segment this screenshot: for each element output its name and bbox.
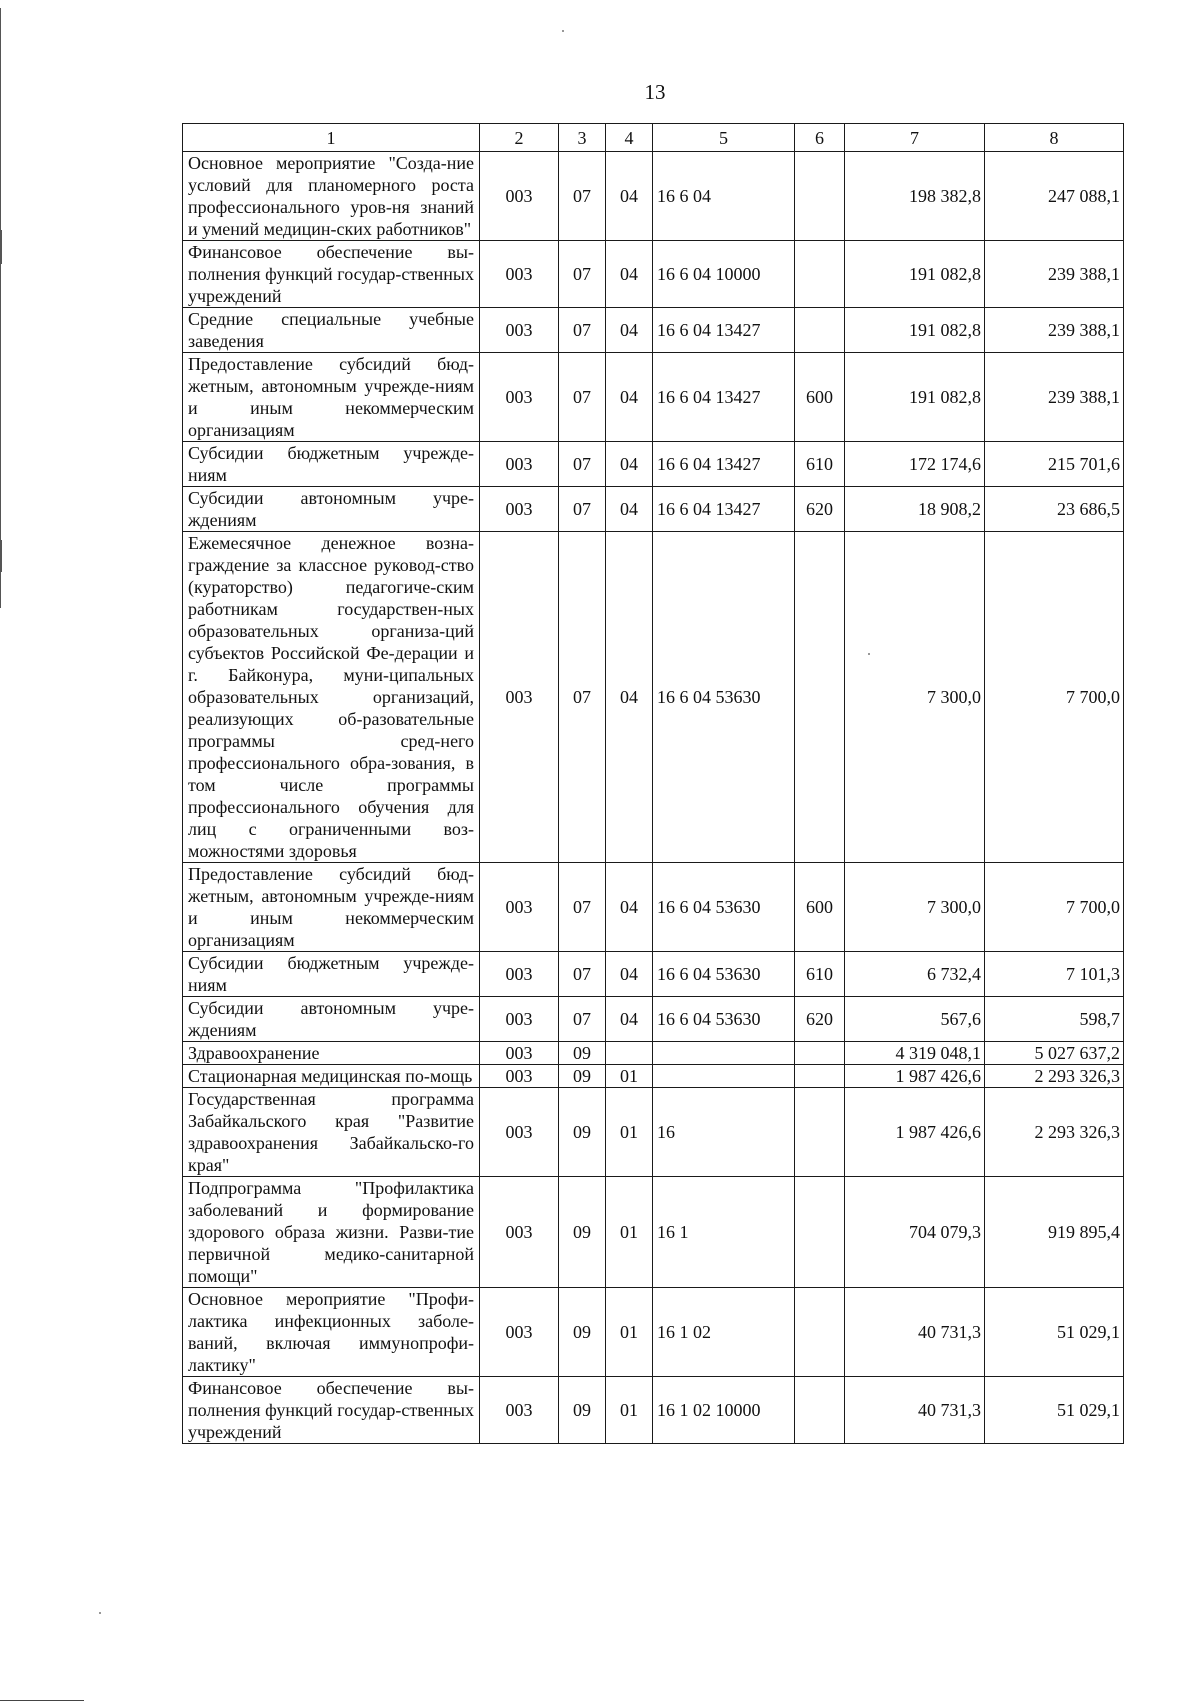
amount-year-1-cell: 40 731,3 — [845, 1288, 985, 1377]
section-code-cell: 07 — [559, 241, 606, 308]
admin-code-cell: 003 — [480, 1288, 559, 1377]
budget-allocation-table — [182, 123, 1124, 1444]
admin-code-cell: 003 — [480, 353, 559, 442]
section-code-cell: 09 — [559, 1065, 606, 1088]
amount-year-1-cell: 704 079,3 — [845, 1177, 985, 1288]
section-code-cell: 07 — [559, 997, 606, 1042]
row-name-cell: Основное мероприятие "Профи-лактика инфекционных заболе-ваний, включая иммунопрофи-лактику" — [183, 1288, 480, 1377]
table-row — [183, 1065, 1124, 1088]
table-header-row — [183, 124, 1124, 152]
amount-year-2-cell: 23 686,5 — [985, 487, 1124, 532]
amount-year-1-cell: 1 987 426,6 — [845, 1088, 985, 1177]
column-header: 4 — [606, 124, 653, 152]
amount-year-2-cell: 7 101,3 — [985, 952, 1124, 997]
expense-type-cell: 600 — [795, 353, 845, 442]
subsection-code-cell: 04 — [606, 442, 653, 487]
section-code-cell: 07 — [559, 308, 606, 353]
row-name-cell: Стационарная медицинская по-мощь — [183, 1065, 480, 1088]
subsection-code-cell: 04 — [606, 152, 653, 241]
target-article-cell: 16 6 04 53630 — [653, 997, 795, 1042]
expense-type-cell — [795, 241, 845, 308]
column-header: 5 — [653, 124, 795, 152]
column-header: 3 — [559, 124, 606, 152]
scan-edge-mark — [0, 230, 2, 264]
expense-type-cell — [795, 1177, 845, 1288]
amount-year-2-cell: 598,7 — [985, 997, 1124, 1042]
amount-year-2-cell: 7 700,0 — [985, 863, 1124, 952]
expense-type-cell — [795, 1065, 845, 1088]
row-name-cell: Субсидии автономным учре-ждениям — [183, 487, 480, 532]
scan-edge-mark — [0, 1700, 84, 1701]
row-name-cell: Финансовое обеспечение вы-полнения функций государ-ственных учреждений — [183, 1377, 480, 1444]
amount-year-1-cell: 567,6 — [845, 997, 985, 1042]
subsection-code-cell: 04 — [606, 241, 653, 308]
subsection-code-cell: 04 — [606, 863, 653, 952]
amount-year-1-cell: 1 987 426,6 — [845, 1065, 985, 1088]
table-row — [183, 241, 1124, 308]
row-name-cell: Средние специальные учебные заведения — [183, 308, 480, 353]
subsection-code-cell: 04 — [606, 952, 653, 997]
admin-code-cell: 003 — [480, 442, 559, 487]
table-row — [183, 152, 1124, 241]
admin-code-cell: 003 — [480, 487, 559, 532]
admin-code-cell: 003 — [480, 863, 559, 952]
expense-type-cell — [795, 308, 845, 353]
expense-type-cell: 600 — [795, 863, 845, 952]
amount-year-2-cell: 2 293 326,3 — [985, 1065, 1124, 1088]
subsection-code-cell: 04 — [606, 353, 653, 442]
amount-year-1-cell: 172 174,6 — [845, 442, 985, 487]
row-name-cell: Предоставление субсидий бюд-жетным, автономным учрежде-ниям и иным некоммерческим организациям — [183, 353, 480, 442]
column-header: 8 — [985, 124, 1124, 152]
admin-code-cell: 003 — [480, 997, 559, 1042]
amount-year-1-cell: 198 382,8 — [845, 152, 985, 241]
column-header: 1 — [183, 124, 480, 152]
subsection-code-cell: 01 — [606, 1377, 653, 1444]
target-article-cell: 16 6 04 13427 — [653, 487, 795, 532]
admin-code-cell: 003 — [480, 1065, 559, 1088]
target-article-cell — [653, 1042, 795, 1065]
expense-type-cell — [795, 1042, 845, 1065]
admin-code-cell: 003 — [480, 1377, 559, 1444]
column-header: 6 — [795, 124, 845, 152]
amount-year-1-cell: 191 082,8 — [845, 241, 985, 308]
target-article-cell: 16 1 — [653, 1177, 795, 1288]
expense-type-cell — [795, 1088, 845, 1177]
target-article-cell: 16 1 02 — [653, 1288, 795, 1377]
row-name-cell: Субсидии автономным учре-ждениям — [183, 997, 480, 1042]
admin-code-cell: 003 — [480, 1042, 559, 1065]
target-article-cell: 16 1 02 10000 — [653, 1377, 795, 1444]
expense-type-cell: 620 — [795, 997, 845, 1042]
target-article-cell: 16 6 04 13427 — [653, 308, 795, 353]
scan-edge-mark — [0, 540, 2, 572]
row-name-cell: Основное мероприятие "Созда-ние условий для планомерного роста профессионального уров-ня знаний и умений медицин-ских работников" — [183, 152, 480, 241]
table-row — [183, 1042, 1124, 1065]
amount-year-1-cell: 7 300,0 — [845, 532, 985, 863]
table-row — [183, 997, 1124, 1042]
page-number: 13 — [644, 80, 666, 104]
admin-code-cell: 003 — [480, 241, 559, 308]
admin-code-cell: 003 — [480, 1088, 559, 1177]
subsection-code-cell: 01 — [606, 1065, 653, 1088]
amount-year-2-cell: 51 029,1 — [985, 1288, 1124, 1377]
section-code-cell: 09 — [559, 1177, 606, 1288]
row-name-cell: Субсидии бюджетным учрежде-ниям — [183, 952, 480, 997]
admin-code-cell: 003 — [480, 308, 559, 353]
table-row — [183, 532, 1124, 863]
table-row — [183, 1088, 1124, 1177]
section-code-cell: 09 — [559, 1088, 606, 1177]
table-row — [183, 353, 1124, 442]
table-row — [183, 952, 1124, 997]
section-code-cell: 09 — [559, 1288, 606, 1377]
amount-year-2-cell: 2 293 326,3 — [985, 1088, 1124, 1177]
subsection-code-cell: 04 — [606, 997, 653, 1042]
amount-year-1-cell: 18 908,2 — [845, 487, 985, 532]
amount-year-1-cell: 191 082,8 — [845, 308, 985, 353]
admin-code-cell: 003 — [480, 152, 559, 241]
amount-year-2-cell: 7 700,0 — [985, 532, 1124, 863]
scan-dust — [99, 1612, 101, 1614]
expense-type-cell: 610 — [795, 952, 845, 997]
amount-year-2-cell: 239 388,1 — [985, 353, 1124, 442]
expense-type-cell — [795, 532, 845, 863]
row-name-cell: Ежемесячное денежное возна-граждение за классное руковод-ство (кураторство) педагогиче-ским работникам государствен-ных образовательных организа-ций субъектов Российской Фе-дерации и г. Байконура, муни-ципальных образовательных организаций, реализующих об-разовательные программы сред-него профессионального обра-зования, в том числе программы профессионального обучения для лиц с ограниченными воз-можностями здоровья — [183, 532, 480, 863]
table-body — [183, 152, 1124, 1444]
section-code-cell: 07 — [559, 353, 606, 442]
table-row — [183, 308, 1124, 353]
amount-year-2-cell: 5 027 637,2 — [985, 1042, 1124, 1065]
table-row — [183, 1177, 1124, 1288]
section-code-cell: 07 — [559, 952, 606, 997]
amount-year-2-cell: 239 388,1 — [985, 308, 1124, 353]
table-row — [183, 1377, 1124, 1444]
section-code-cell: 09 — [559, 1377, 606, 1444]
section-code-cell: 07 — [559, 487, 606, 532]
row-name-cell: Субсидии бюджетным учрежде-ниям — [183, 442, 480, 487]
section-code-cell: 09 — [559, 1042, 606, 1065]
target-article-cell: 16 6 04 53630 — [653, 952, 795, 997]
admin-code-cell: 003 — [480, 952, 559, 997]
table-row — [183, 863, 1124, 952]
row-name-cell: Финансовое обеспечение вы-полнения функций государ-ственных учреждений — [183, 241, 480, 308]
amount-year-1-cell: 4 319 048,1 — [845, 1042, 985, 1065]
amount-year-1-cell: 6 732,4 — [845, 952, 985, 997]
column-header: 2 — [480, 124, 559, 152]
section-code-cell: 07 — [559, 152, 606, 241]
row-name-cell: Здравоохранение — [183, 1042, 480, 1065]
amount-year-1-cell: 40 731,3 — [845, 1377, 985, 1444]
row-name-cell: Подпрограмма "Профилактика заболеваний и формирование здорового образа жизни. Разви-тие первичной медико-санитарной помощи" — [183, 1177, 480, 1288]
table-row — [183, 1288, 1124, 1377]
subsection-code-cell — [606, 1042, 653, 1065]
expense-type-cell — [795, 152, 845, 241]
target-article-cell: 16 6 04 10000 — [653, 241, 795, 308]
admin-code-cell: 003 — [480, 1177, 559, 1288]
row-name-cell: Предоставление субсидий бюд-жетным, автономным учрежде-ниям и иным некоммерческим организациям — [183, 863, 480, 952]
target-article-cell — [653, 1065, 795, 1088]
expense-type-cell — [795, 1377, 845, 1444]
table-row — [183, 487, 1124, 532]
subsection-code-cell: 04 — [606, 532, 653, 863]
section-code-cell: 07 — [559, 442, 606, 487]
expense-type-cell: 620 — [795, 487, 845, 532]
subsection-code-cell: 01 — [606, 1177, 653, 1288]
target-article-cell: 16 6 04 53630 — [653, 532, 795, 863]
scan-dust — [562, 30, 564, 32]
amount-year-1-cell: 191 082,8 — [845, 353, 985, 442]
expense-type-cell — [795, 1288, 845, 1377]
subsection-code-cell: 04 — [606, 308, 653, 353]
section-code-cell: 07 — [559, 532, 606, 863]
target-article-cell: 16 6 04 13427 — [653, 353, 795, 442]
amount-year-2-cell: 247 088,1 — [985, 152, 1124, 241]
amount-year-2-cell: 51 029,1 — [985, 1377, 1124, 1444]
subsection-code-cell: 04 — [606, 487, 653, 532]
amount-year-2-cell: 215 701,6 — [985, 442, 1124, 487]
admin-code-cell: 003 — [480, 532, 559, 863]
section-code-cell: 07 — [559, 863, 606, 952]
target-article-cell: 16 6 04 53630 — [653, 863, 795, 952]
amount-year-2-cell: 919 895,4 — [985, 1177, 1124, 1288]
amount-year-1-cell: 7 300,0 — [845, 863, 985, 952]
target-article-cell: 16 — [653, 1088, 795, 1177]
expense-type-cell: 610 — [795, 442, 845, 487]
column-header: 7 — [845, 124, 985, 152]
subsection-code-cell: 01 — [606, 1288, 653, 1377]
target-article-cell: 16 6 04 13427 — [653, 442, 795, 487]
table-row — [183, 442, 1124, 487]
target-article-cell: 16 6 04 — [653, 152, 795, 241]
subsection-code-cell: 01 — [606, 1088, 653, 1177]
amount-year-2-cell: 239 388,1 — [985, 241, 1124, 308]
row-name-cell: Государственная программа Забайкальского края "Развитие здравоохранения Забайкальско-го края" — [183, 1088, 480, 1177]
